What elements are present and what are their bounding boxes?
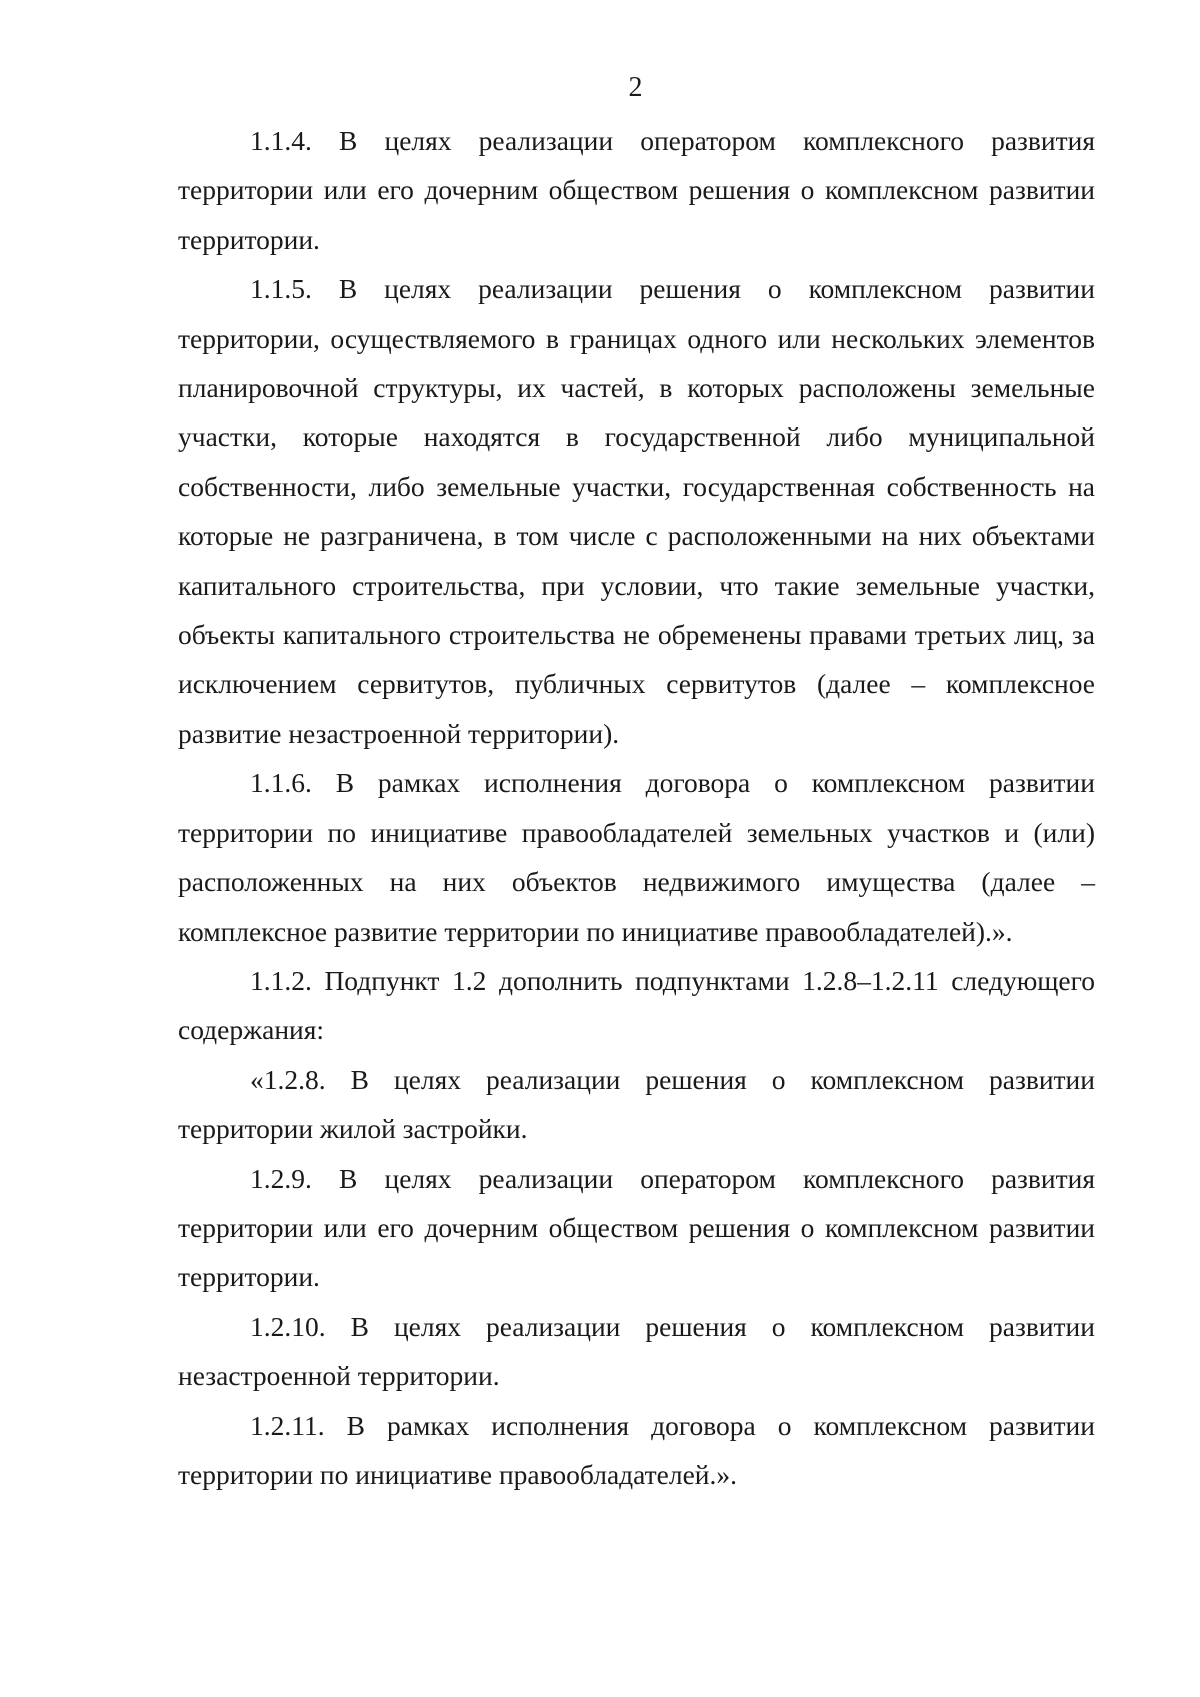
- paragraph-1-2-9: 1.2.9. В целях реализации оператором комплексного развития территории или его дочерним обществом решения о комплексном развитии территории.: [178, 1162, 1095, 1293]
- paragraph-1-1-5: 1.1.5. В целях реализации решения о комплексном развитии территории, осуществляемого в границах одного или нескольких элементов планировочной структуры, их частей, в которых расположены земельные участки, которые находятся в государственной либо муниципальной собственности, либо земельные участки, государственная собственность на которые не разграничена, в том числе с расположенными на них объектами капитального строительства, при условии, что такие земельные участки, объекты капитального строительства не обременены правами третьих лиц, за исключением сервитутов, публичных сервитутов (далее – комплексное развитие незастроенной территории).: [178, 273, 1095, 749]
- paragraph-1-2-11: 1.2.11. В рамках исполнения договора о комплексном развитии территории по инициативе правообладателей.».: [178, 1409, 1095, 1490]
- paragraph-1-1-4: 1.1.4. В целях реализации оператором комплексного развития территории или его дочерним обществом решения о комплексном развитии территории.: [178, 125, 1095, 255]
- paragraph-1-1-2: 1.1.2. Подпункт 1.2 дополнить подпунктами 1.2.8–1.2.11 следующего содержания:: [178, 964, 1095, 1046]
- document-body: [178, 116, 1095, 1499]
- paragraph-1-1-6: 1.1.6. В рамках исполнения договора о комплексном развитии территории по инициативе правообладателей земельных участков и (или) расположенных на них объектов недвижимого имущества (далее – комплексное развитие территории по инициативе правообладателей).».: [178, 767, 1095, 947]
- page-number: 2: [628, 72, 643, 103]
- paragraph-1-2-8: «1.2.8. В целях реализации решения о комплексном развитии территории жилой застройки.: [178, 1063, 1095, 1145]
- paragraph-1-2-10: 1.2.10. В целях реализации решения о комплексном развитии незастроенной территории.: [178, 1310, 1095, 1392]
